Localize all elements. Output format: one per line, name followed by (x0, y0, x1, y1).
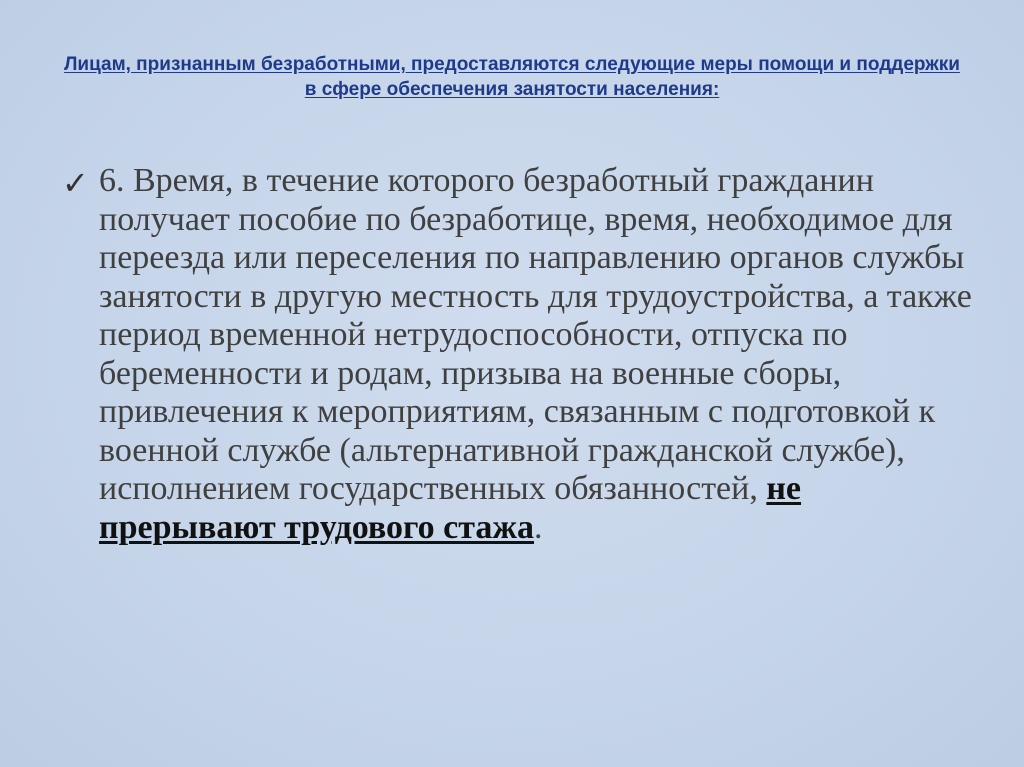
bullet-text (99, 162, 979, 547)
bullet-main-text: 6. Время, в течение которого безработный гражданин получает пособие по безработице, время, необходимое для переезда или переселения по направлению органов службы занятости в другую местность для трудоустройства, а также период временной нетрудоспособности, отпуска по беременности и родам, призыва на военные сборы, привлечения к мероприятиям, связанным с подготовкой к военной службе (альтернативной гражданской службе), исполнением государственных обязанностей, (99, 162, 972, 507)
bullet-end-punctuation: . (534, 508, 543, 546)
bullet-emphasis: не прерывают трудового стажа (99, 470, 802, 546)
slide-title: Лицам, признанным безработными, предоставляются следующие меры помощи и поддержки в сфере обеспечения занятости населения: (64, 54, 960, 100)
checkmark-icon: ✓ (62, 164, 89, 202)
